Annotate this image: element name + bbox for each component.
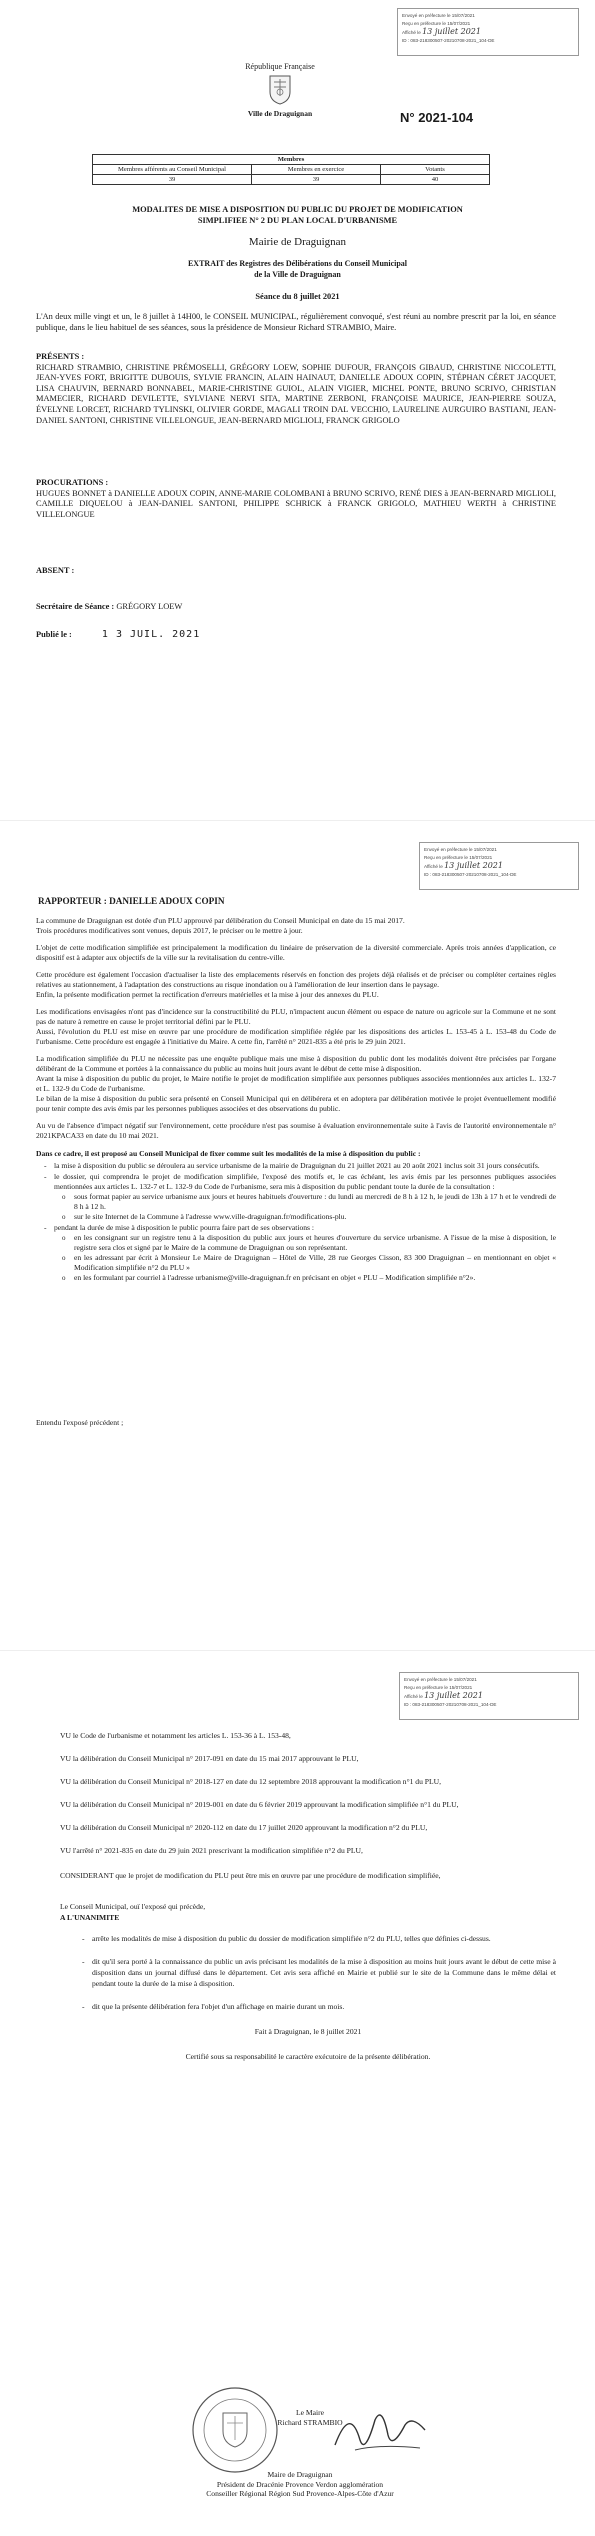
certifie-line: Certifié sous sa responsabilité le caractère exécutoire de la présente délibération. — [185, 2052, 431, 2061]
members-table-title: Membres — [93, 155, 490, 165]
report-body — [36, 916, 556, 1284]
signature-titles — [120, 2470, 480, 2499]
report-paragraph: Enfin, la présente modification permet la rectification d'erreurs matérielles et la mise à jour des annexes du PLU. — [36, 990, 379, 999]
publie-date-stamp: 1 3 JUIL. 2021 — [101, 629, 201, 640]
signature-name: Richard STRAMBIO — [277, 2418, 343, 2427]
report-paragraph: La modification simplifiée du PLU ne nécessite pas une enquête publique mais une mise à disposition du public dont les modalités doivent être précisées par l'organe délibérant de la Commune et portées à la connaissance du public au moins huit jours avant le début de cette mise à disposition. — [36, 1054, 556, 1073]
proposal-item: - la mise à disposition du public se déroulera au service urbanisme de la mairie de Draguignan du 21 juillet 2021 au 20 août 2021 inclus soit 31 jours consécutifs. — [54, 1161, 556, 1171]
report-paragraph: La commune de Draguignan est dotée d'un PLU approuvé par délibération du Conseil Municipal en date du 15 mai 2017. — [36, 916, 405, 925]
members-header-votants: Votants — [381, 165, 490, 175]
members-header-exercice: Membres en exercice — [252, 165, 381, 175]
stamp-handwritten-date: 13 juillet 2021 — [444, 861, 503, 870]
signature-title: Le Maire — [295, 2408, 325, 2417]
procurations-label: PROCURATIONS : — [36, 478, 109, 487]
proposal-subitem: o en les adressant par écrit à Monsieur Le Maire de Draguignan – Hôtel de Ville, 28 rue Georges Cisson, 83 300 Draguignan – en mentionnant en objet « Modification simplifiée n°2 du PLU » — [74, 1253, 556, 1273]
report-paragraph: Trois procédures modificatives sont venues, depuis 2017, le préciser ou le mettre à jour. — [36, 926, 303, 935]
members-table — [92, 154, 490, 185]
fait-a-line: Fait à Draguignan, le 8 juillet 2021 — [254, 2027, 362, 2036]
signature-block — [190, 2408, 430, 2428]
republic-header — [200, 62, 360, 118]
vu-line: VU le Code de l'urbanisme et notamment les articles L. 153-36 à L. 153-48, — [60, 1731, 291, 1740]
title-line-1: MODALITES DE MISE A DISPOSITION DU PUBLIC DU PROJET DE MODIFICATION — [132, 205, 463, 214]
decision-list — [60, 1933, 556, 2012]
deliberation-number: N° 2021-104 — [400, 110, 474, 125]
stamp-id-line: ID : 083-218300507-20210708-2021_104-DE — [404, 1702, 497, 1707]
proposal-item: - pendant la durée de mise à disposition le public pourra faire part de ses observations : o en les consignant sur un registre tenu à la disposition du public aux jours et heures d'ouverture du service urbanisme. A l'issue de la mise à disposition, le registre sera clos et signé par le Maire de la commune de Draguignan ou son représentant. o en les adressant par écrit à Monsieur Le Maire de Draguignan – Hôtel de Ville, 28 rue Georges Cisson, 83 300 Draguignan – en mentionnant en objet « Modification simplifiée n°2 du PLU » o en les formulant par courriel à l'adresse urbanisme@ville-draguignan.fr en précisant en objet « PLU – Modification simplifiée n°2». — [54, 1223, 556, 1283]
members-value-votants: 40 — [381, 175, 490, 185]
page-separator — [0, 1650, 595, 1651]
secretaire-value: GRÉGORY LOEW — [116, 602, 183, 611]
presents-label: PRÉSENTS : — [36, 352, 85, 361]
report-paragraph: Au vu de l'absence d'impact négatif sur l'environnement, cette procédure n'est pas soumise à évaluation environnementale suite à l'avis de l'autorité environnementale n° 2021KPACA33 en date du 10 mai 2021. — [36, 1121, 556, 1140]
city-label: Ville de Draguignan — [247, 109, 313, 118]
rapporteur-heading: RAPPORTEUR : DANIELLE ADOUX COPIN — [38, 896, 225, 906]
document-title — [40, 204, 555, 226]
stamp-sent-line: Envoyé en préfecture le 15/07/2021 — [402, 13, 475, 18]
vu-line: VU la délibération du Conseil Municipal n° 2018-127 en date du 12 septembre 2018 approuvant la modification n°1 du PLU, — [60, 1777, 442, 1786]
seance-date: Séance du 8 juillet 2021 — [255, 292, 340, 301]
decision-item: - dit qu'il sera porté à la connaissance du public un avis précisant les modalités de la mise à disposition au moins huit jours avant le début de cette mise à disposition dans un journal diffusé dans le département. Cet avis sera affiché en Mairie et publié sur le site de la Commune dans le même délai et pendant toute la durée de la mise à disposition. — [92, 1956, 556, 1989]
prefecture-stamp-2 — [419, 842, 579, 890]
stamp-received-line: Reçu en préfecture le 15/07/2021 — [424, 855, 493, 860]
vu-line: VU l'arrêté n° 2021-835 en date du 29 juin 2021 prescrivant la modification simplifiée n°2 du PLU, — [60, 1846, 363, 1855]
publie-block — [36, 630, 200, 641]
page-separator — [0, 820, 595, 821]
vu-line: VU la délibération du Conseil Municipal n° 2019-001 en date du 6 février 2019 approuvant la modification simplifiée n°1 du PLU, — [60, 1800, 459, 1809]
report-paragraph: L'objet de cette modification simplifiée est principalement la modification du linéaire de préservation de la diversité commerciale. Après trois années d'application, ce dispositif est à adapter aux objectifs de la ville sur la revitalisation du centre-ville. — [36, 943, 556, 962]
procurations-list: HUGUES BONNET à DANIELLE ADOUX COPIN, ANNE-MARIE COLOMBANI à BRUNO SCRIVO, RENÉ DIES à JEAN-BERNARD MIGLIOLI, CAMILLE DIQUELOU à JEAN-DANIEL SANTONI, PHILIPPE SCHRICK à FRANCK GRIGOLO, MATHIEU WERTH à CHRISTINE VILLELONGUE — [36, 488, 556, 519]
decision-item: - arrête les modalités de mise à disposition du public du dossier de modification simplifiée n°2 du PLU, telles que définies ci-dessus. — [92, 1933, 556, 1944]
considerant-line: CONSIDERANT que le projet de modification du PLU peut être mis en œuvre par une procédure de modification simplifiée, — [60, 1871, 441, 1880]
absent-label: ABSENT : — [36, 566, 75, 575]
proposal-subitem: o sur le site Internet de la Commune à l'adresse www.ville-draguignan.fr/modifications-plu. — [74, 1212, 556, 1222]
publie-label: Publié le : — [36, 630, 72, 639]
report-paragraph: Le bilan de la mise à disposition du public sera présenté en Conseil Municipal qui en délibérera et en adoptera par délibération motivée le projet éventuellement modifié pour tenir compte des avis émis par les personnes publiques associées et des observations du public. — [36, 1094, 556, 1113]
report-paragraph: Cette procédure est également l'occasion d'actualiser la liste des emplacements réservés en fonction des projets déjà réalisés et de préciser ou compléter certaines règles relatives au stationnement, à l'adaptation des constructions au risque inondation ou à l'amélioration de leur insertion dans le paysage. — [36, 970, 556, 989]
prefecture-stamp-3 — [399, 1672, 579, 1720]
proposal-sublist — [54, 1233, 556, 1283]
members-table-wrapper — [92, 154, 490, 185]
proposal-sublist — [54, 1192, 556, 1222]
secretaire-block — [36, 602, 182, 613]
stamp-sent-line: Envoyé en préfecture le 15/07/2021 — [404, 1677, 477, 1682]
report-paragraph: Avant la mise à disposition du public du projet, le Maire notifie le projet de modification simplifiée aux personnes publiques associées mentionnées aux articles L. 132-7 et L. 132-9 du Code de l'urbanisme. — [36, 1074, 556, 1093]
proposal-subitem: o en les consignant sur un registre tenu à la disposition du public aux jours et heures d'ouverture du service urbanisme. A l'issue de la mise à disposition, le registre sera clos et signé par le Maire de la commune de Draguignan ou son représentant. — [74, 1233, 556, 1253]
unanimite-label: A L'UNANIMITE — [60, 1913, 120, 1922]
intro-paragraph: L'An deux mille vingt et un, le 8 juillet à 14H00, le CONSEIL MUNICIPAL, régulièrement convoqué, s'est réuni au nombre prescrit par la loi, en séance publique, dans le lieu habituel de ses séances, sous la présidence de Monsieur Richard STRAMBIO, Maire. — [36, 312, 556, 332]
members-value-exercice: 39 — [252, 175, 381, 185]
presents-block — [36, 352, 556, 426]
presents-list: RICHARD STRAMBIO, CHRISTINE PRÉMOSELLI, GRÉGORY LOEW, SOPHIE DUFOUR, FRANÇOIS GIBAUD, CHRISTINE NICCOLETTI, JEAN-YVES FORT, BRIGITTE DUBOUIS, SYLVIE FRANCIN, ALAIN HAINAUT, DANIELLE ADOUX COPIN, STÉPHAN CÉRET JACQUET, LISA CHAUVIN, BERNARD BONNABEL, MARIE-CHRISTINE GUIOL, ALAIN VIGIER, MICHEL PONTE, BRUNO SCRIVO, CHRISTIAN MAMECIER, RICHARD DEVILETTE, SYLVIANE NERVI SITA, MARTINE ZERBONI, FRANÇOISE MAURICE, JEAN-PIERRE SOUZA, ÉVELYNE LORCET, RICHARD TYLINSKI, OLIVIER GORDE, MAGALI TROIN DAL VECCHIO, LAURELINE AURGUIRO BASTIANI, JEAN-DANIEL SANTONI, CHRISTINE VILLELONGUE, JEAN-BERNARD MIGLIOLI, FRANCK GRIGOLO — [36, 362, 556, 425]
decision-item: - dit que la présente délibération fera l'objet d'un affichage en mairie durant un mois. — [92, 2001, 556, 2012]
report-paragraph: Aussi, l'évolution du PLU est mise en œuvre par une procédure de modification simplifiée réglée par les dispositions des articles L. 153-45 à L. 153-48 du Code de l'urbanisme. Cette procédure est engagée à l'initiative du Maire. A cette fin, l'arrêté n° 2021-835 a été pris le 29 juin 2021. — [36, 1027, 556, 1046]
vu-line: VU la délibération du Conseil Municipal n° 2020-112 en date du 17 juillet 2020 approuvant la modification n°2 du PLU, — [60, 1823, 428, 1832]
proposal-list — [36, 1161, 556, 1283]
members-header-afferents: Membres afférents au Conseil Municipal — [93, 165, 252, 175]
stamp-received-line: Reçu en préfecture le 15/07/2021 — [404, 1685, 473, 1690]
stamp-id-line: ID : 083-218300507-20210708-2021_104-DE — [402, 38, 495, 43]
vu-line: VU la délibération du Conseil Municipal n° 2017-091 en date du 15 mai 2017 approuvant le PLU, — [60, 1754, 359, 1763]
stamp-handwritten-date: 13 juillet 2021 — [424, 1691, 483, 1700]
stamp-handwritten-date: 13 juillet 2021 — [422, 27, 481, 36]
title-line-2: SIMPLIFIEE N° 2 DU PLAN LOCAL D'URBANISME — [197, 216, 398, 225]
secretaire-label: Secrétaire de Séance : — [36, 602, 115, 611]
proposal-item: - le dossier, qui comprendra le projet de modification simplifiée, l'exposé des motifs et, le cas échéant, les avis émis par les personnes publiques associées mentionnées aux articles L. 132-7 et L. 132-9 du Code de l'urbanisme, sera mis à disposition du public pendant toute la durée de la consultation : o sous format papier au service urbanisme aux jours et heures habituels d'ouverture : du lundi au mercredi de 8 h à 12 h, le jeudi de 13h à 17 h et le vendredi de 8 h à 12 h. o sur le site Internet de la Commune à l'adresse www.ville-draguignan.fr/modifications-plu. — [54, 1172, 556, 1222]
decision-intro: Le Conseil Municipal, ouï l'exposé qui précède, — [60, 1902, 206, 1911]
stamp-affiche-line: Affiché le 13 juillet 2021 — [402, 27, 481, 36]
stamp-affiche-line: Affiché le 13 juillet 2021 — [424, 861, 503, 870]
city-seal-icon — [190, 2385, 280, 2480]
extrait-line-1: EXTRAIT des Registres des Délibérations du Conseil Municipal — [187, 259, 408, 268]
republic-label: République Française — [245, 62, 315, 71]
procurations-block — [36, 478, 556, 520]
extrait-line-2: de la Ville de Draguignan — [254, 270, 341, 279]
stamp-received-line: Reçu en préfecture le 15/07/2021 — [402, 21, 471, 26]
city-coat-of-arms-icon — [267, 74, 293, 106]
report-paragraph: Les modifications envisagées n'ont pas d'incidence sur la constructibilité du PLU, n'impactent aucun élément ou espace de nature ou agricole sur la Commune et ne sont pas de nature à remettre en cause le projet territorial défini par le PLU. — [36, 1007, 556, 1026]
mairie-label: Mairie de Draguignan — [248, 236, 347, 248]
proposal-subitem: o sous format papier au service urbanisme aux jours et heures habituels d'ouverture : du lundi au mercredi de 8 h à 12 h, le jeudi de 13h à 17 h et le vendredi de 8 h à 12 h. — [74, 1192, 556, 1212]
members-value-afferents: 39 — [93, 175, 252, 185]
stamp-sent-line: Envoyé en préfecture le 15/07/2021 — [424, 847, 497, 852]
stamp-id-line: ID : 083-218300507-20210708-2021_104-DE — [424, 872, 517, 877]
signature-role-1: Maire de Draguignan — [267, 2470, 333, 2479]
vu-block — [60, 1730, 556, 2062]
stamp-affiche-line: Affiché le 13 juillet 2021 — [404, 1691, 483, 1700]
proposal-subitem: o en les formulant par courriel à l'adresse urbanisme@ville-draguignan.fr en précisant en objet « PLU – Modification simplifiée n°2». — [74, 1273, 556, 1283]
extrait-heading — [40, 258, 555, 280]
signature-role-3: Conseiller Régional Région Sud Provence-Alpes-Côte d'Azur — [206, 2489, 394, 2499]
proposal-heading: Dans ce cadre, il est proposé au Conseil Municipal de fixer comme suit les modalités de la mise à disposition du public : — [36, 1149, 421, 1158]
signature-role-2: Président de Dracénie Provence Verdon agglomération — [216, 2479, 384, 2489]
entendu-line: Entendu l'exposé précédent ; — [36, 1418, 124, 1427]
prefecture-stamp — [397, 8, 579, 56]
